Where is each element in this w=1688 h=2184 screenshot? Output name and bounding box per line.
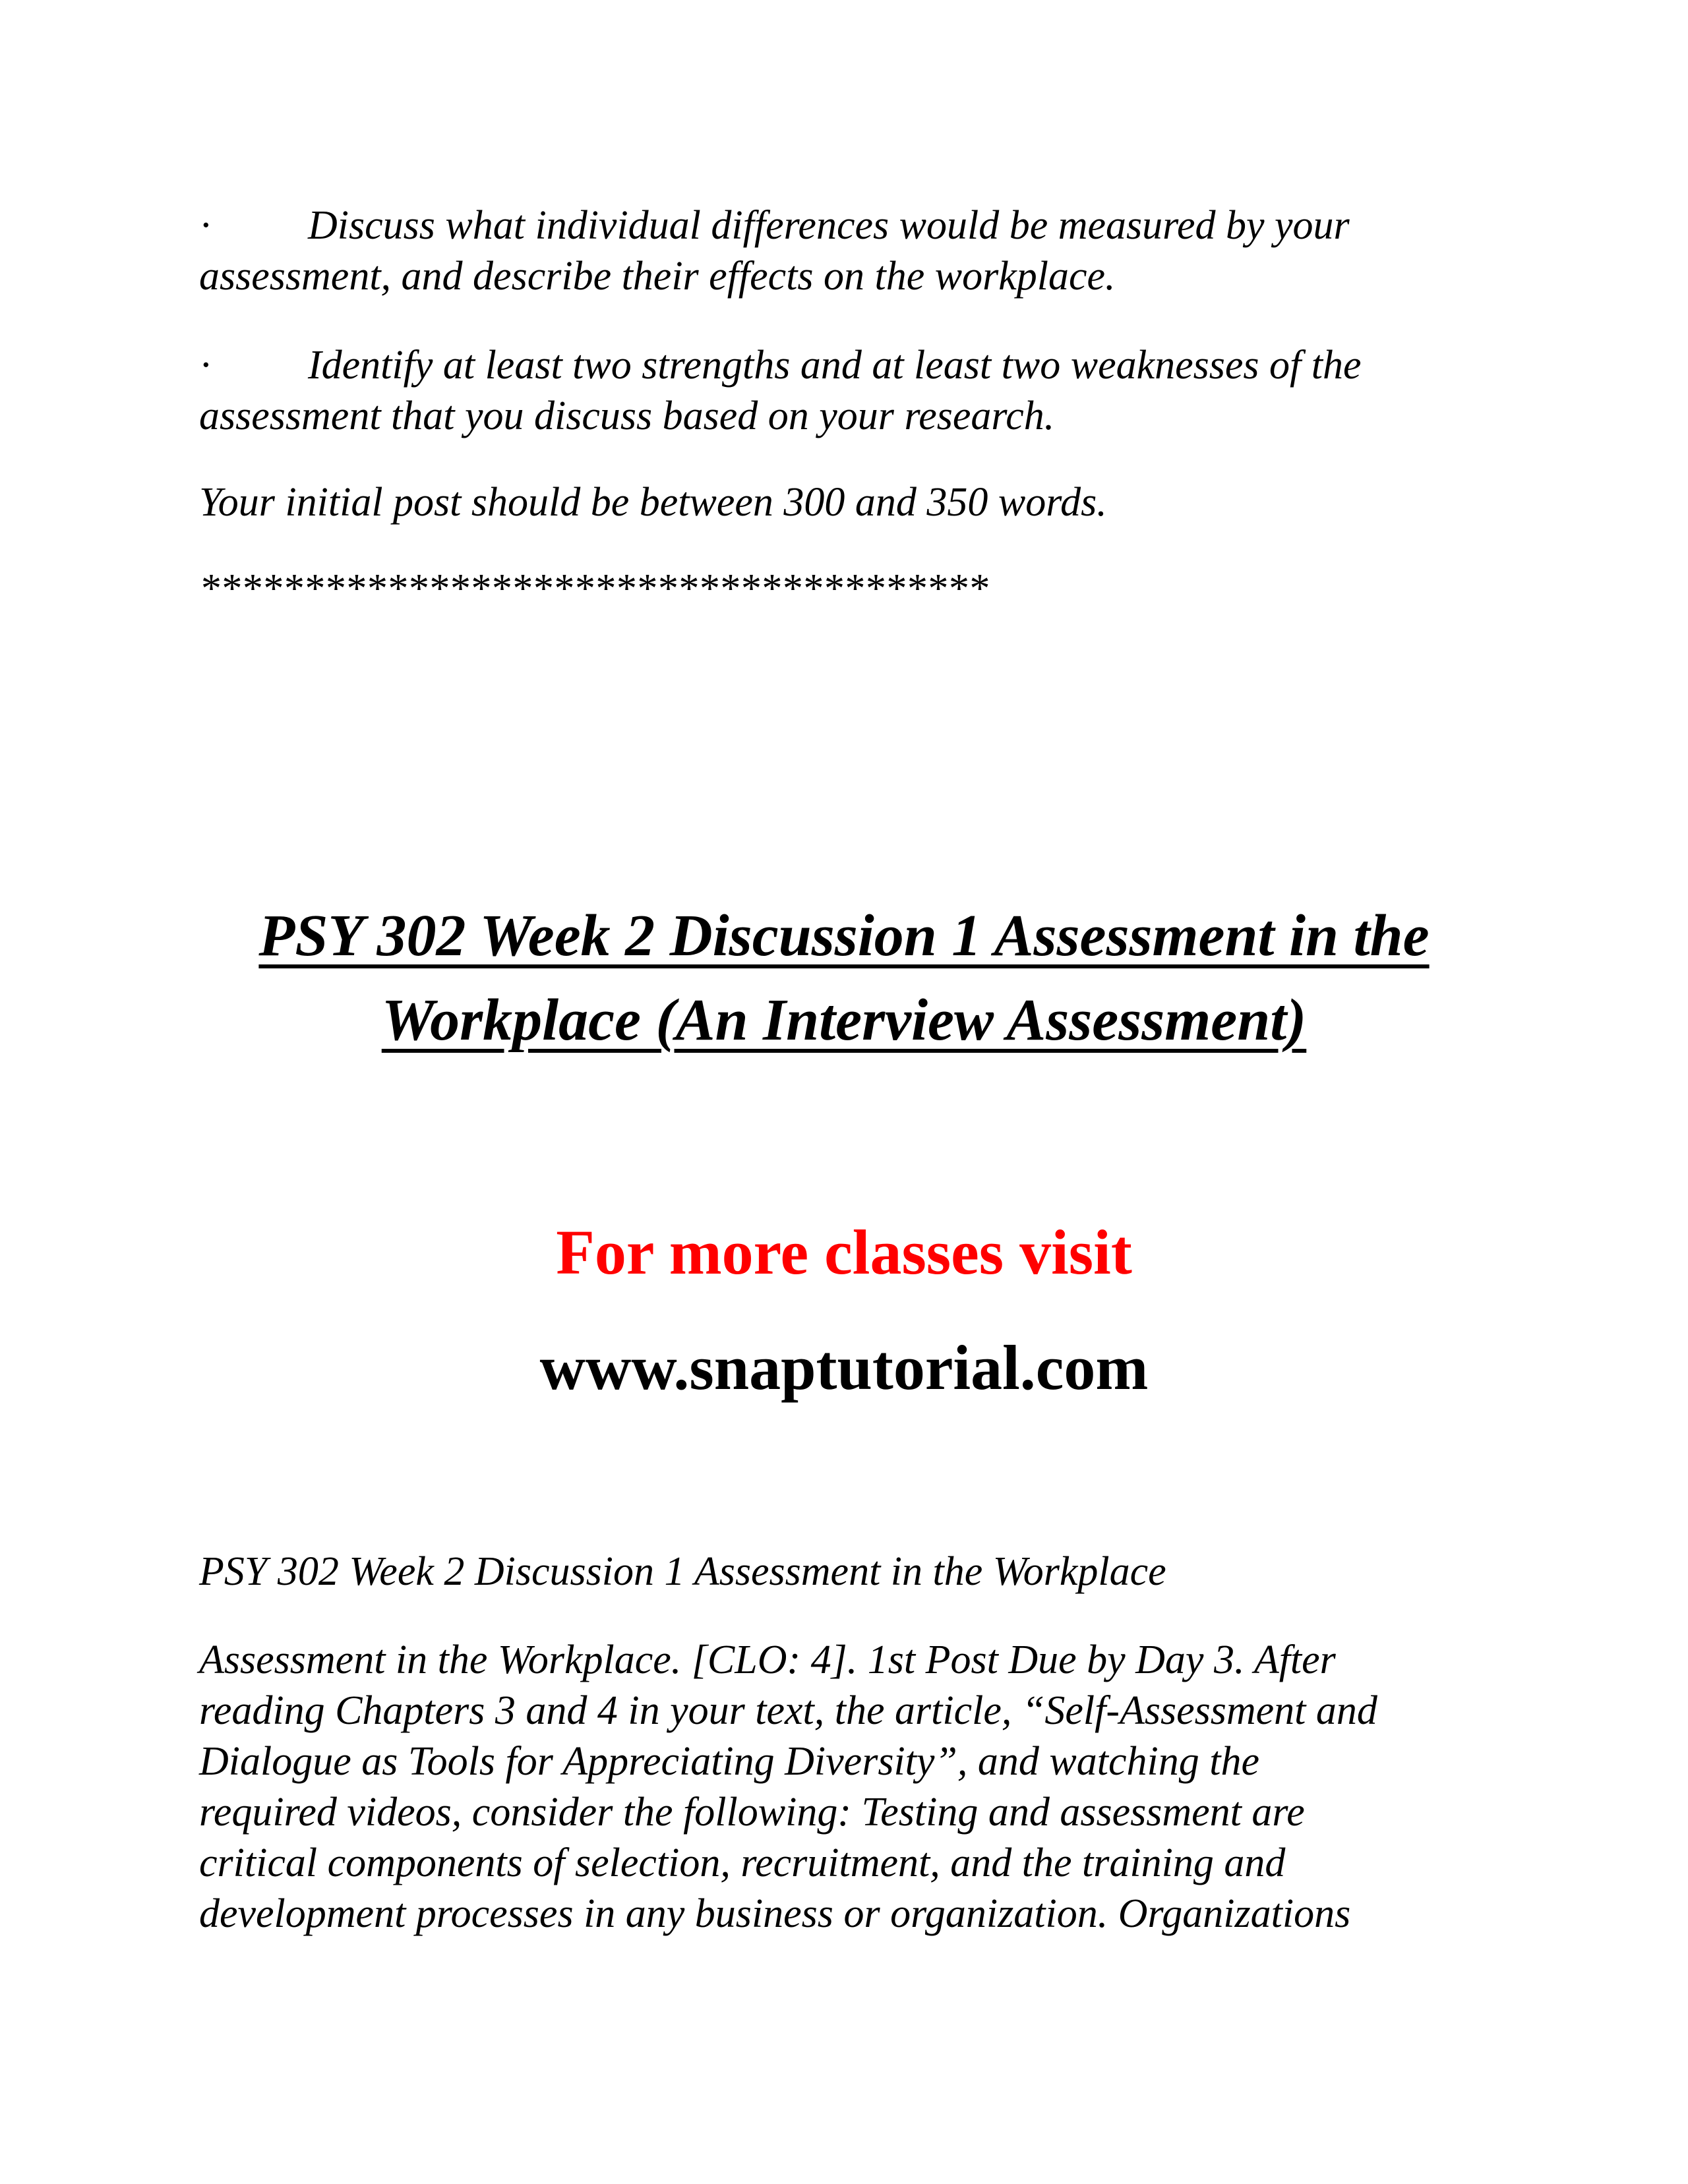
separator-stars: ************************************** [199,566,988,611]
body-line: reading Chapters 3 and 4 in your text, the article, “Self-Assessment and [199,1688,1377,1733]
bullet-marker: · [199,203,213,248]
body-line: Assessment in the Workplace. [CLO: 4]. 1st Post Due by Day 3. After [199,1638,1336,1682]
bullet-item-strengths [199,340,1485,442]
word-count-note: Your initial post should be between 300 and 350 words. [199,480,1107,525]
title-line1: PSY 302 Week 2 Discussion 1 Assessment in the [258,903,1430,968]
title-line2: Workplace (An Interview Assessment) [381,988,1307,1053]
page-title [132,894,1556,1063]
body-line: critical components of selection, recruitment, and the training and [199,1841,1286,1885]
bullet-text-line1: Identify at least two strengths and at least two weaknesses of the [308,343,1362,388]
body-line: required videos, consider the following: Testing and assessment are [199,1790,1305,1835]
body-line: development processes in any business or organization. Organizations [199,1891,1351,1936]
bullet-text-line2: assessment, and describe their effects on the workplace. [199,254,1116,299]
body-paragraph [199,1635,1505,1939]
bullet-marker: · [199,343,213,388]
bullet-text-line2: assessment that you discuss based on your research. [199,394,1055,438]
body-subtitle: PSY 302 Week 2 Discussion 1 Assessment in the Workplace [199,1549,1166,1594]
bullet-item-differences [199,200,1485,302]
promo-site-link[interactable]: www.snaptutorial.com [539,1332,1149,1403]
promo-visit-text: For more classes visit [556,1217,1132,1287]
body-line: Dialogue as Tools for Appreciating Diversity”, and watching the [199,1739,1259,1784]
bullet-text-line1: Discuss what individual differences would be measured by your [308,203,1350,248]
